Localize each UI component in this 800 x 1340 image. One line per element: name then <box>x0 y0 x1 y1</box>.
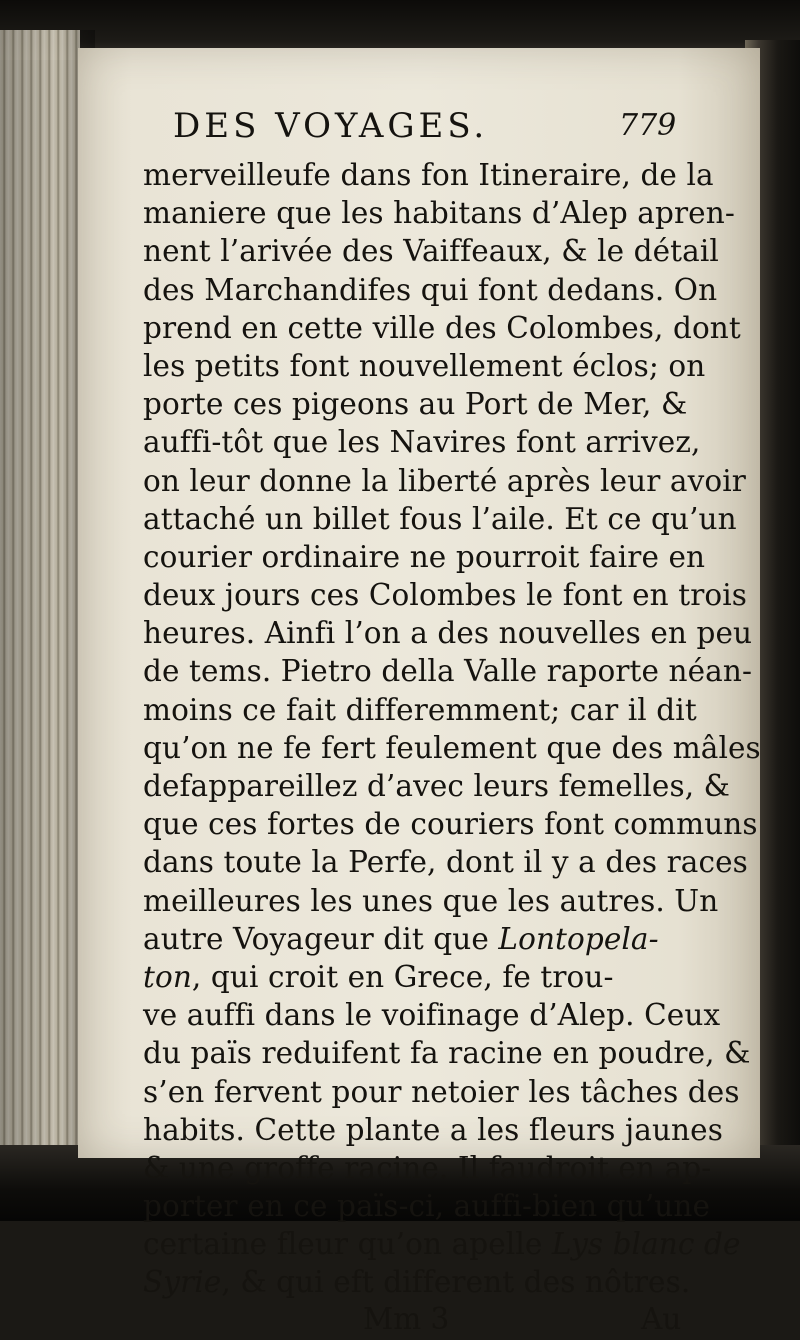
page-number: 779 <box>619 108 677 143</box>
text-line <box>143 1034 751 1072</box>
text-segment: moins ce fait differemment; car il dit <box>143 692 697 727</box>
text-segment: deux jours ces Colombes le font en trois <box>143 578 748 613</box>
text-segment: prend en cette ville des Colombes, dont <box>143 310 741 345</box>
text-segment: , & qui eft different des nôtres. <box>221 1265 691 1300</box>
text-segment: dans toute la Perfe, dont il y a des races <box>143 845 748 880</box>
text-line <box>143 920 743 958</box>
italic-text-segment: Lys blanc de <box>551 1227 741 1262</box>
text-segment: maniere que les habitans d’Alep apren- <box>143 196 735 231</box>
text-segment: defappareillez d’avec leurs femelles, & <box>143 769 731 803</box>
text-segment: de tems. Pietro della Valle raporte néan- <box>143 654 753 689</box>
text-segment: qu’on ne fe fert feulement que des mâles <box>143 730 761 765</box>
text-line <box>143 271 743 309</box>
text-segment: habits. Cette plante a les fleurs jaunes <box>143 1112 723 1147</box>
text-segment: courier ordinaire ne pourroit faire en <box>143 539 706 574</box>
text-segment: , qui croit en Grece, fe trou- <box>191 959 614 994</box>
text-line <box>143 309 743 347</box>
italic-text-segment: Lontopela- <box>498 921 659 956</box>
text-segment: des Marchandifes qui font dedans. On <box>143 272 718 307</box>
italic-text-segment: ton <box>143 959 192 994</box>
text-line <box>143 423 743 461</box>
text-line <box>143 691 743 729</box>
text-line <box>143 805 758 843</box>
text-line <box>143 958 743 996</box>
text-line <box>143 729 761 767</box>
text-line <box>143 156 743 194</box>
text-line <box>143 843 748 881</box>
text-line <box>143 1263 743 1301</box>
text-line <box>143 882 743 920</box>
catchword: Au <box>641 1301 682 1336</box>
text-line <box>143 347 743 385</box>
text-segment: heures. Ainfi l’on a des nouvelles en peu <box>143 616 753 651</box>
text-segment: attaché un billet fous l’aile. Et ce qu’un <box>143 501 737 536</box>
text-line <box>143 194 743 232</box>
text-segment: porte ces pigeons au Port de Mer, & <box>143 387 688 422</box>
text-line <box>143 232 743 270</box>
text-line <box>143 1111 743 1149</box>
text-line <box>143 1225 743 1263</box>
text-segment: ve auffi dans le voifinage d’Alep. Ceux <box>143 998 721 1033</box>
text-segment: & une groffe racine. Il faudroit en ap- <box>143 1150 712 1185</box>
text-line <box>143 614 753 652</box>
text-segment: on leur donne la liberté après leur avoir <box>143 463 746 498</box>
italic-text-segment: Syrie <box>143 1265 222 1300</box>
text-segment: porter en ce païs-ci, auffi-bien qu’une <box>143 1189 711 1224</box>
text-line <box>143 500 743 538</box>
page-footer <box>143 1302 743 1340</box>
text-segment: meilleures les unes que les autres. Un <box>143 883 719 918</box>
text-line <box>143 767 743 805</box>
running-head: DES VOYAGES. <box>173 106 489 146</box>
text-segment: du païs reduifent fa racine en poudre, & <box>143 1036 751 1071</box>
text-segment: certaine fleur qu’on apelle <box>143 1227 552 1262</box>
text-line <box>143 1073 743 1111</box>
text-segment: nent l’arivée des Vaiffeaux, & le détail <box>143 234 719 269</box>
page-text-block <box>143 106 761 1340</box>
text-line <box>143 462 746 500</box>
text-segment: que ces fortes de couriers font communs <box>143 807 758 842</box>
text-line <box>143 576 748 614</box>
text-line <box>143 996 743 1034</box>
text-segment: merveilleufe dans fon Itineraire, de la <box>143 158 714 192</box>
text-segment: auffi-tôt que les Navires font arrivez, <box>143 425 701 460</box>
text-line <box>143 538 743 576</box>
text-line <box>143 385 743 423</box>
text-segment: autre Voyageur dit que <box>143 921 499 956</box>
text-segment: s’en fervent pour netoier les tâches des <box>143 1074 740 1109</box>
text-segment: les petits font nouvellement éclos; on <box>143 348 706 383</box>
body-text <box>143 156 761 1302</box>
text-line <box>143 1149 743 1187</box>
text-line <box>143 1187 743 1225</box>
book-page <box>78 48 761 1336</box>
signature-mark: Mm 3 <box>363 1301 450 1336</box>
page-header <box>143 106 743 156</box>
text-line <box>143 652 753 690</box>
